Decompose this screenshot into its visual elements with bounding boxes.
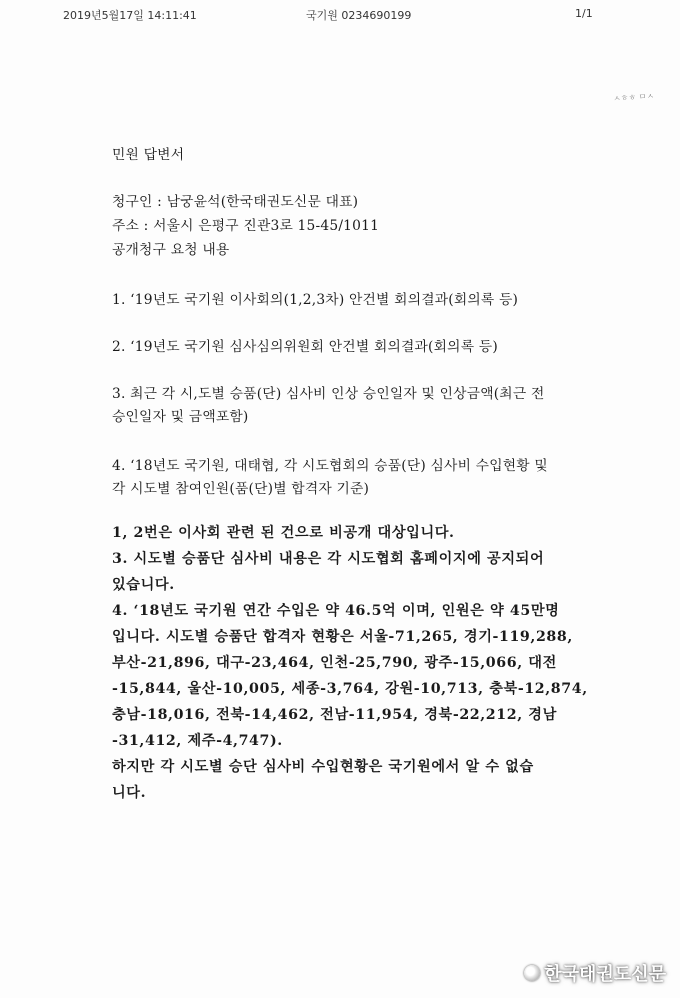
watermark-text: 한국태권도신문: [544, 964, 666, 985]
watermark-logo-icon: [524, 965, 540, 981]
answer-line-10: 하지만 각 시도별 승단 심사비 수입현황은 국기원에서 알 수 없습: [112, 759, 534, 775]
request-item-2: 2. ‘19년도 국기원 심사심의위원회 안건별 회의결과(회의록 등): [112, 339, 498, 355]
watermark: [524, 960, 666, 986]
answer-line-4: 4. ‘18년도 국기원 연간 수입은 약 46.5억 이며, 인원은 약 45만명: [112, 603, 560, 619]
fax-sender: 국기원 0234690199: [306, 9, 412, 22]
answer-line-6: 부산-21,896, 대구-23,464, 인천-25,790, 광주-15,066, 대전: [112, 655, 557, 671]
answer-line-5: 입니다. 시도별 승품단 합격자 현황은 서울-71,265, 경기-119,288,: [112, 629, 573, 645]
request-item-1: 1. ‘19년도 국기원 이사회의(1,2,3차) 안건별 회의결과(회의록 등): [112, 292, 519, 308]
requester-address: 주소 : 서울시 은평구 진관3로 15-45/1011: [112, 218, 380, 234]
answer-line-3: 있습니다.: [112, 577, 175, 593]
answer-line-2: 3. 시도별 승품단 심사비 내용은 각 시도협회 홈페이지에 공지되어: [112, 551, 545, 567]
request-item-4-line-1: 4. ‘18년도 국기원, 대태협, 각 시도협회의 승품(단) 심사비 수입현황 및: [112, 458, 548, 474]
document-title: 민원 답변서: [112, 147, 185, 163]
answer-line-8: 충남-18,016, 전북-14,462, 전남-11,954, 경북-22,212, 경남: [112, 707, 557, 723]
answer-line-11: 니다.: [112, 785, 147, 801]
requester-name: 청구인 : 남궁윤석(한국태권도신문 대표): [112, 194, 359, 210]
answer-line-1: 1, 2번은 이사회 관련 된 건으로 비공개 대상입니다.: [112, 525, 455, 541]
fax-datetime: 2019년5월17일 14:11:41: [63, 9, 197, 22]
answer-line-9: -31,412, 제주-4,747).: [112, 733, 283, 749]
request-heading: 공개청구 요청 내용: [112, 242, 230, 258]
request-item-3-line-1: 3. 최근 각 시,도별 승품(단) 심사비 인상 승인일자 및 인상금액(최근 전: [112, 386, 545, 402]
fax-header: [0, 7, 680, 25]
request-item-4-line-2: 각 시도별 참여인원(품(단)별 합격자 기준): [112, 481, 370, 497]
request-item-3-line-2: 승인일자 및 금액포함): [112, 409, 249, 425]
answer-line-7: -15,844, 울산-10,005, 세종-3,764, 강원-10,713, 충북-12,874,: [112, 681, 588, 697]
handwritten-note: ㅅㅎㅎ ㅁㅅ: [612, 91, 655, 104]
fax-page-number: 1/1: [575, 7, 593, 20]
